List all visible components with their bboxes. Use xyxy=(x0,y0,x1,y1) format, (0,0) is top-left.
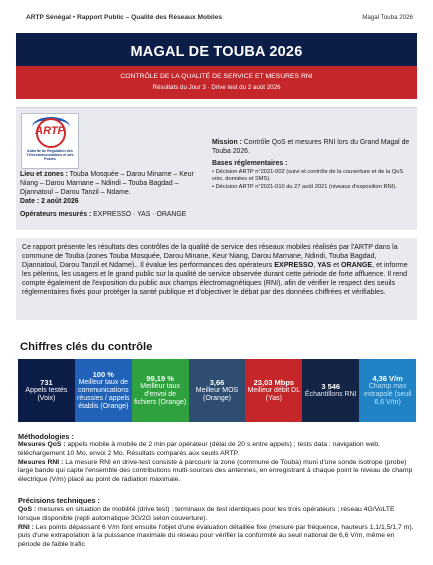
report-day-line: Résultats du Jour 3 · Drive test du 2 août 2026 xyxy=(152,84,281,91)
regulatory-basis-item: • Décision ARTP n°2021-002 (suivi et contrôle de la couverture et de la QoS voix, données et SMS). xyxy=(212,169,404,183)
location-block xyxy=(20,170,210,198)
regulatory-basis-item: • Décision ARTP n°2021-010 du 27 août 2021 (niveaux d'exposition RNI). xyxy=(212,183,397,190)
artp-logo xyxy=(21,113,79,169)
intro-paragraph xyxy=(16,238,417,320)
intro-operator-expresso: EXPRESSO xyxy=(274,261,314,270)
kpi-calls-tested xyxy=(18,359,75,422)
precisions-title: Précisions techniques : xyxy=(18,496,100,505)
kpi-section-title: Chiffres clés du contrôle xyxy=(20,341,153,353)
kpi-value: 3,66 xyxy=(209,377,225,387)
regulatory-basis-list xyxy=(212,169,410,191)
kpi-value: 99,19 % xyxy=(146,373,174,383)
kpi-row xyxy=(18,359,416,422)
methodology-qos-label: Mesures QoS : xyxy=(18,441,66,448)
kpi-max-field xyxy=(359,359,416,422)
kpi-value: 100 % xyxy=(92,369,114,379)
intro-and: et xyxy=(331,261,342,270)
report-title: MAGAL DE TOUBA 2026 xyxy=(130,44,303,60)
operators-label: Opérateurs mesurés : xyxy=(20,211,92,218)
methodology-qos xyxy=(18,441,418,459)
logo-tagline: Autorité de Régulation des Télécommunications et des Postes xyxy=(26,149,74,162)
regulatory-basis-title: Bases réglementaires : xyxy=(212,160,288,167)
precisions-qos-text: mesures en situation de mobilité (drive test) : terminaux de test identiques pour les trois opérateurs ; réseau 4G/VoLTE lorsque disponible (repli automatique 3G/2G selon couverture). xyxy=(18,506,395,522)
kpi-best-call-success xyxy=(75,359,132,422)
kpi-value: 731 xyxy=(40,377,53,387)
kpi-label: Échantillons RNI xyxy=(304,390,357,398)
intro-operator-orange: ORANGE xyxy=(341,261,373,270)
location-label: Lieu et zones : xyxy=(20,171,68,178)
info-box xyxy=(16,107,417,230)
location-value: Touba Mosquée – Darou Miname – Keur Niang – Darou Marnane – Ndindi – Touba Bagdad – Djannatoul – Darou Tanzil – Ndame. xyxy=(20,171,194,197)
page-header xyxy=(16,11,417,27)
intro-text-1: Ce rapport présente les résultats des contrôles de la qualité de service des réseaux mobiles réalisés par l'ARTP dans la commune de Touba (zones Touba Mosquée, Darou Minane, Keur Niang, Darou Marnane, Ndindi, Touba Bagdad, Djannatoul, Darou Tanzil et Ndame).. Il évalue les performances des opérateurs xyxy=(22,243,398,270)
kpi-label: Meilleur taux d'envoi de fichiers (Orange) xyxy=(134,382,187,407)
title-banner xyxy=(16,33,417,99)
header-org: ARTP Sénégal xyxy=(26,14,71,21)
kpi-label: Meilleur MOS (Orange) xyxy=(195,386,239,402)
kpi-label: Meilleur débit DL (Yas) xyxy=(247,386,301,402)
kpi-best-mos xyxy=(189,359,246,422)
kpi-best-upload-rate xyxy=(132,359,189,422)
kpi-best-download xyxy=(245,359,302,422)
precisions-body xyxy=(18,506,418,550)
kpi-value: 23,03 Mbps xyxy=(253,377,295,387)
precisions-qos-label: QoS : xyxy=(18,506,37,513)
mission-value: Contrôle QoS et mesures RNI lors du Grand Magal de Touba 2026. xyxy=(212,139,410,156)
precisions-rni-label: RNI : xyxy=(18,523,34,531)
kpi-value: 3 546 xyxy=(321,381,341,391)
kpi-label: Appels testés (Voix) xyxy=(25,386,68,402)
kpi-rni-samples xyxy=(302,359,359,422)
precisions-qos xyxy=(18,506,418,524)
methodology-body xyxy=(18,441,418,485)
date-label: Date : xyxy=(20,198,40,205)
date-value: 2 août 2026 xyxy=(39,198,79,205)
intro-text-2: , et informe les pèlerins, les usagers et le grand public sur la qualité de service observée durant cette période de forte affluence. Il rend compte également de l'exposition du public aux champs électromagnétiques (RNI), afin de vérifier le respect des seuils réglementaires fixés pour protéger la santé publique et d'objectiver le débat par des données chiffrées et vérifiables. xyxy=(22,261,408,297)
kpi-value: 4,36 V/m xyxy=(372,373,403,383)
mission-block xyxy=(212,138,410,156)
operators-value: EXPRESSO · YAS · ORANGE xyxy=(91,211,187,218)
methodology-title: Méthodologies : xyxy=(18,432,74,441)
intro-comma: , xyxy=(313,261,318,270)
methodology-qos-text: appels mobile à mobile de 2 min par opérateur (délai de 20 s entre appels) ; tests data : navigation web, téléchargement 10 Mo, envoi 2 Mo. Résultats comparés aux seuils ARTP. xyxy=(18,441,380,457)
methodology-rni-label: Mesures RNI : xyxy=(18,458,64,466)
header-separator: • xyxy=(72,14,76,21)
header-doc-type: Rapport Public – Qualité des Réseaux Mobiles xyxy=(76,14,223,21)
logo-mark: ARTP xyxy=(35,125,65,137)
date-block xyxy=(20,198,79,205)
kpi-label: Meilleur taux de communications réussies / appels établis (Orange) xyxy=(77,378,130,411)
kpi-label: Champ max extrapolé (seuil 6,6 V/m) xyxy=(363,382,412,407)
methodology-rni-text: La mesure RNI en drive-test consiste à parcourir la zone (commune de Touba) muni d'une sonde isotrope (probe) large bande qui capte l'ensemble des contributions multi-sources des antennes, en enregistrant à chaque point le niveau de champ électrique (V/m) placé au point de radiation maximale. xyxy=(18,458,413,484)
operators-block xyxy=(20,210,200,219)
precisions-rni xyxy=(18,524,418,550)
intro-operator-yas: YAS xyxy=(317,261,332,270)
methodology-rni xyxy=(18,459,418,485)
report-subtitle: CONTRÔLE DE LA QUALITÉ DE SERVICE ET MESURES RNI xyxy=(120,73,313,80)
precisions-rni-text: Les points dépassant 6 V/m font ensuite l'objet d'une évaluation détaillée fixe (mesure par fréquence, hauteurs 1,1/1,5/1,7 m), puis d'une extrapolation à la puissance maximale du réseau pour vérifier la conformité au seuil national de 6,6 V/m, même en période de faible trafic xyxy=(18,523,414,549)
mission-label: Mission : xyxy=(212,139,242,146)
header-event-tag: Magal Touba 2026 xyxy=(362,14,413,21)
header-left xyxy=(26,14,222,21)
